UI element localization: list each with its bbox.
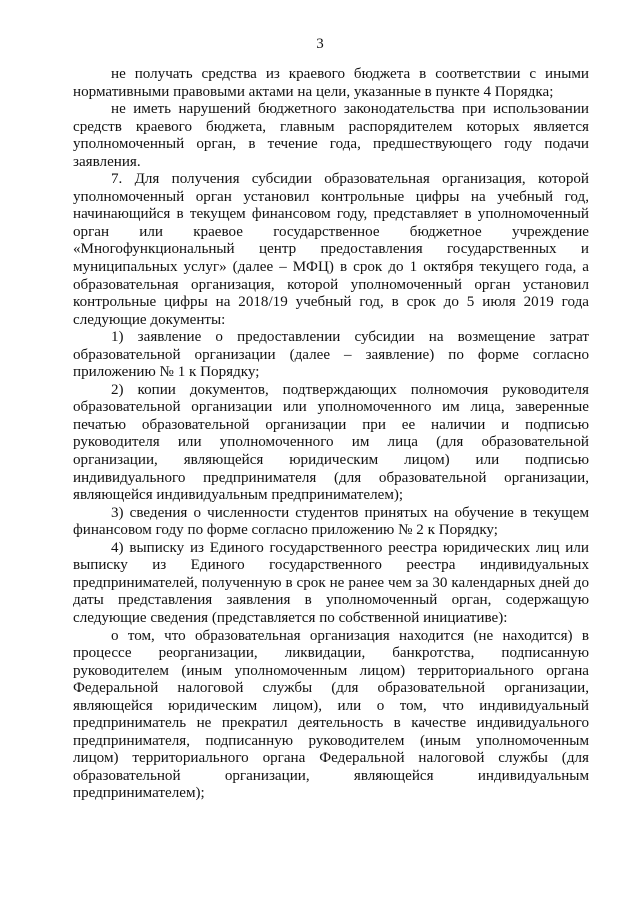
paragraph-item-7: 7. Для получения субсидии образовательная организация, которой уполномоченный орган установил контрольные цифры на учебный год, начинающийся в текущем финансовом году, представляет в уполномоченный орган или краевое государственное бюджетное учреждение «Многофункциональный центр предоставления государственных и муниципальных услуг» (далее – МФЦ) в срок до 1 октября текущего года, а образовательная организация, которой уполномоченный орган установил контрольные цифры на 2018/19 учебный год, в срок до 5 июля 2019 года следующие документы: <box>73 171 589 328</box>
paragraph-doc-4-registry-extract: 4) выписку из Единого государственного реестра юридических лиц или выписку из Единого государственного реестра индивидуальных предпринимателей, полученную в срок не ранее чем за 30 календарных дней до даты представления заявления в уполномоченный орган, содержащую следующие сведения (представляется по собственной инициативе): <box>73 539 589 626</box>
paragraph-doc-1-application: 1) заявление о предоставлении субсидии на возмещение затрат образовательной организации (далее – заявление) по форме согласно приложению № 1 к Порядку; <box>73 329 589 381</box>
paragraph-reorganization-status: о том, что образовательная организация находится (не находится) в процессе реорганизации, ликвидации, банкротства, подписанную руководителем (иным уполномоченным лицом) территориального органа Федеральной налоговой службы (для образовательной организации, являющейся юридическим лицом), или о том, что индивидуальный предприниматель не прекратил деятельность в качестве индивидуального предпринимателя, подписанную руководителем (иным уполномоченным лицом) территориального органа Федеральной налоговой службы (для образовательной организации, являющейся индивидуальным предпринимателем); <box>73 627 589 802</box>
paragraph-doc-2-authority-copies: 2) копии документов, подтверждающих полномочия руководителя образовательной организации или уполномоченного им лица, заверенные печатью образовательной организации при ее наличии и подписью руководителя или уполномоченного им лица (для образовательной организации, являющейся юридическим лицом) или подписью индивидуального предпринимателя (для образовательной организации, являющейся индивидуальным предпринимателем); <box>73 381 589 504</box>
page-number: 3 <box>316 36 324 52</box>
paragraph-doc-3-student-count: 3) сведения о численности студентов принятых на обучение в текущем финансовом году по форме согласно приложению № 2 к Порядку; <box>73 504 589 539</box>
document-body <box>73 66 589 803</box>
paragraph-no-other-budget-funds: не получать средства из краевого бюджета в соответствии с иными нормативными правовыми актами на цели, указанные в пункте 4 Порядка; <box>73 66 589 100</box>
paragraph-no-budget-violations: не иметь нарушений бюджетного законодательства при использовании средств краевого бюджета, главным распорядителем которых является уполномоченный орган, в течение года, предшествующего году подачи заявления. <box>73 101 589 170</box>
